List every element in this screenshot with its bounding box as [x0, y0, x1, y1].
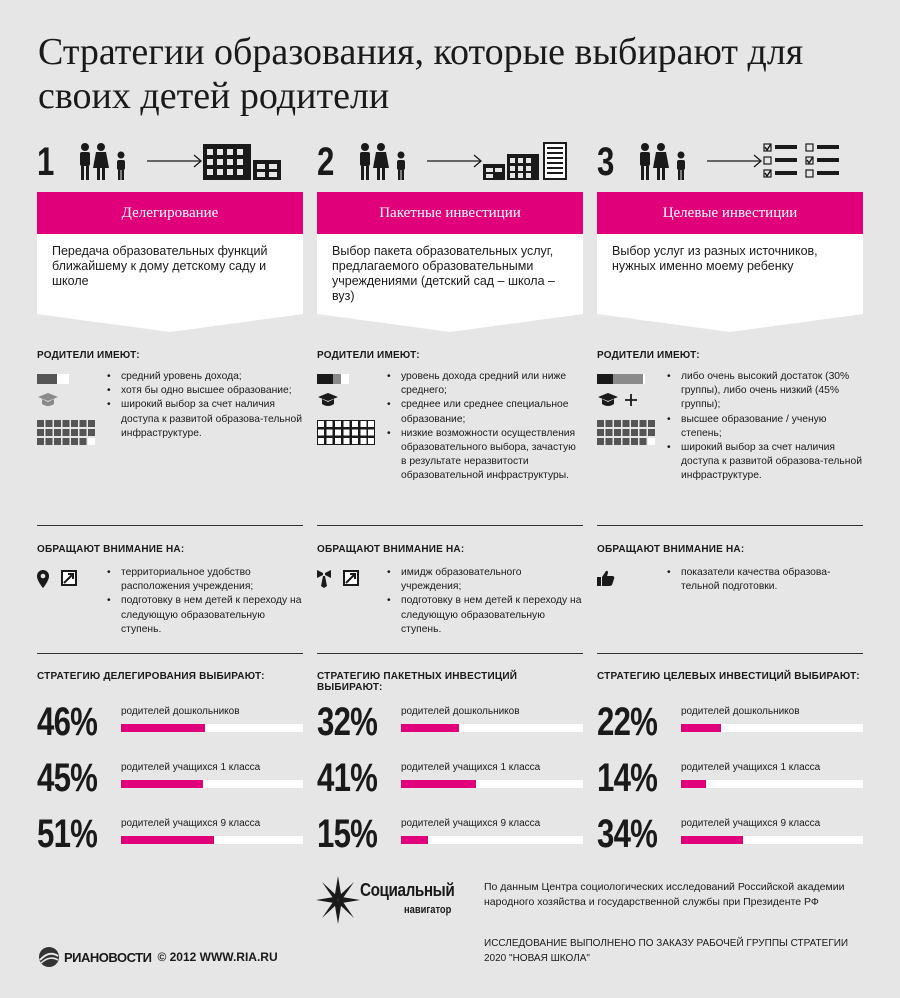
stat-row [37, 812, 303, 862]
graduation-cap-icon [317, 392, 339, 410]
strategy-banner: Целевые инвестиции [597, 192, 863, 234]
list-item: • широкий выбор за счет наличия доступа к развитой образова-тельной инфраструктуре. [667, 441, 863, 484]
attention-label: ОБРАЩАЮТ ВНИМАНИЕ НА: [37, 544, 185, 555]
list-item: • высшее образование / ученую степень; [667, 413, 863, 441]
attention-list [107, 566, 303, 637]
stat-label: родителей учащихся 9 класса [681, 818, 821, 829]
step-up-icon [343, 570, 359, 586]
strategy-banner: Делегирование [37, 192, 303, 234]
stat-bar [121, 836, 303, 844]
stat-bar [401, 836, 583, 844]
stat-bar [401, 724, 583, 732]
ria-name: РИАНОВОСТИ [64, 949, 152, 965]
stat-fill [121, 836, 214, 844]
attention-list [387, 566, 583, 637]
parents-label: РОДИТЕЛИ ИМЕЮТ: [37, 350, 140, 361]
list-item: • средний уровень дохода; [107, 370, 303, 384]
choose-label: СТРАТЕГИЮ ЦЕЛЕВЫХ ИНВЕСТИЦИЙ ВЫБИРАЮТ: [597, 671, 860, 682]
stat-label: родителей учащихся 9 класса [401, 818, 541, 829]
list-item: • подготовку в нем детей к переходу на следующую образовательную ступень. [387, 594, 583, 637]
divider [597, 653, 863, 654]
list-item: • подготовку в нем детей к переходу на следующую образовательную ступень. [107, 594, 303, 637]
list-item: • уровень дохода средний или ниже среднего; [387, 370, 583, 398]
family-icon [77, 142, 137, 182]
plus-icon [625, 394, 637, 406]
stat-bar [121, 724, 303, 732]
stat-fill [681, 780, 706, 788]
stat-percent: 34% [597, 812, 658, 856]
stat-percent: 46% [37, 700, 98, 744]
divider [37, 525, 303, 526]
stat-row [317, 812, 583, 862]
strategy-description: Выбор услуг из разных источников, нужных именно моему ребенку [612, 244, 818, 273]
checklist-icon [763, 142, 839, 180]
choose-label: СТРАТЕГИЮ ДЕЛЕГИРОВАНИЯ ВЫБИРАЮТ: [37, 671, 265, 682]
stat-label: родителей дошкольников [681, 706, 800, 717]
divider [317, 653, 583, 654]
description-card [37, 234, 303, 332]
stat-bar [121, 780, 303, 788]
source-note: По данным Центра социологических исследований Российской академии народного хозяйства и государственной службы при Президенте РФ [484, 881, 845, 908]
stat-bar [681, 780, 863, 788]
stat-percent: 22% [597, 700, 658, 744]
stat-row [597, 756, 863, 806]
list-item: • имидж образовательного учреждения; [387, 566, 583, 594]
arrow-right-icon [707, 154, 763, 168]
list-item: • хотя бы одно высшее образование; [107, 384, 303, 398]
stat-fill [681, 724, 721, 732]
copyright: © 2012 WWW.RIA.RU [157, 950, 278, 964]
stat-row [597, 812, 863, 862]
stat-row [317, 756, 583, 806]
parents-label: РОДИТЕЛИ ИМЕЮТ: [317, 350, 420, 361]
income-bar-icon [37, 374, 69, 384]
stat-fill [401, 780, 476, 788]
attention-label: ОБРАЩАЮТ ВНИМАНИЕ НА: [317, 544, 465, 555]
stat-bar [681, 836, 863, 844]
stat-label: родителей учащихся 1 класса [121, 762, 261, 773]
list-item: • территориальное удобство расположения учреждения; [107, 566, 303, 594]
graduation-cap-icon [597, 392, 619, 410]
strategy-banner: Пакетные инвестиции [317, 192, 583, 234]
description-card [597, 234, 863, 332]
infrastructure-grid-icon [37, 420, 97, 446]
description-card [317, 234, 583, 332]
logo-subtitle: навигатор [404, 904, 452, 916]
stat-fill [681, 836, 743, 844]
social-navigator-logo-icon [316, 876, 360, 924]
page-title: Стратегии образования, которые выбирают для своих детей родители [38, 31, 804, 117]
stat-label: родителей учащихся 1 класса [681, 762, 821, 773]
strategy-number: 2 [317, 140, 335, 184]
order-note: ИССЛЕДОВАНИЕ ВЫПОЛНЕНО ПО ЗАКАЗУ РАБОЧЕЙ ГРУППЫ СТРАТЕГИИ 2020 "НОВАЯ ШКОЛА" [484, 938, 849, 964]
family-icon [637, 142, 697, 182]
list-item: • среднее или среднее специальное образование; [387, 398, 583, 426]
stat-fill [401, 724, 459, 732]
list-item: • низкие возможности осуществления образовательного выбора, зачастую в результате неразвитости образовательной инфраструктуры. [387, 427, 583, 484]
stat-percent: 45% [37, 756, 98, 800]
arrow-right-icon [147, 154, 203, 168]
parents-label: РОДИТЕЛИ ИМЕЮТ: [597, 350, 700, 361]
stat-label: родителей дошкольников [401, 706, 520, 717]
divider [597, 525, 863, 526]
stat-fill [121, 780, 203, 788]
infrastructure-grid-icon [317, 420, 377, 446]
list-item: • показатели качества образова-тельной подготовки. [667, 566, 863, 594]
building-complex-icon [483, 142, 567, 180]
income-bar-icon [597, 374, 645, 384]
logo-title: Социальный [360, 880, 455, 900]
stat-bar [401, 780, 583, 788]
bow-tie-icon [317, 570, 331, 588]
parents-list [387, 370, 583, 484]
family-icon [357, 142, 417, 182]
strategy-number: 1 [37, 140, 55, 184]
choose-label: СТРАТЕГИЮ ПАКЕТНЫХ ИНВЕСТИЦИЙ ВЫБИРАЮТ: [317, 671, 518, 693]
stat-percent: 41% [317, 756, 378, 800]
strategy-description: Передача образовательных функций ближайшему к дому детскому саду и школе [52, 244, 268, 288]
ria-globe-icon [38, 946, 60, 968]
stat-row [37, 756, 303, 806]
stat-fill [121, 724, 205, 732]
stat-label: родителей дошкольников [121, 706, 240, 717]
strategy-number: 3 [597, 140, 615, 184]
stat-percent: 14% [597, 756, 658, 800]
stat-row [597, 700, 863, 750]
building-school-icon [203, 142, 281, 180]
stat-percent: 32% [317, 700, 378, 744]
attention-list [667, 566, 863, 594]
graduation-cap-icon [37, 392, 59, 410]
arrow-right-icon [427, 154, 483, 168]
stat-bar [681, 724, 863, 732]
attention-label: ОБРАЩАЮТ ВНИМАНИЕ НА: [597, 544, 745, 555]
stat-fill [401, 836, 428, 844]
stat-percent: 51% [37, 812, 98, 856]
stat-label: родителей учащихся 1 класса [401, 762, 541, 773]
stat-label: родителей учащихся 9 класса [121, 818, 261, 829]
stat-percent: 15% [317, 812, 378, 856]
divider [317, 525, 583, 526]
parents-list [667, 370, 863, 484]
divider [37, 653, 303, 654]
income-bar-icon [317, 374, 349, 384]
strategy-description: Выбор пакета образовательных услуг, предлагаемого образовательными учреждениями (детский сад – школа – вуз) [332, 244, 555, 303]
parents-list [107, 370, 303, 441]
location-pin-icon [37, 570, 49, 588]
stat-row [37, 700, 303, 750]
stat-row [317, 700, 583, 750]
step-up-icon [61, 570, 77, 586]
list-item: • широкий выбор за счет наличия доступа к развитой образова-тельной инфраструктуре. [107, 398, 303, 441]
ria-brand [38, 946, 278, 968]
thumbs-up-icon [597, 570, 615, 586]
infrastructure-grid-icon [597, 420, 657, 446]
list-item: • либо очень высокий достаток (30% группы), либо очень низкий (45% группы); [667, 370, 863, 413]
